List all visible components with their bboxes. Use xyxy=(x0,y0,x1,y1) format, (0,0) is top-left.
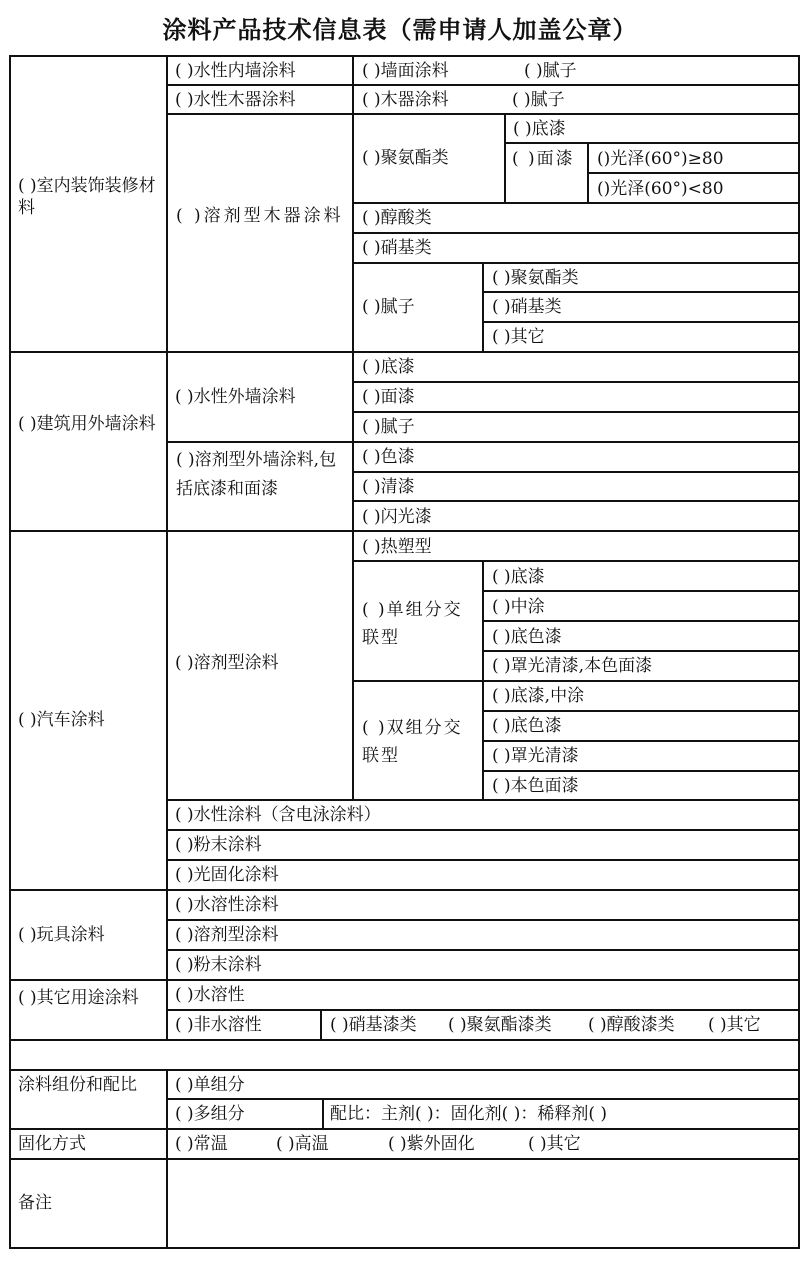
auto-two-primer: ( )底漆,中涂 xyxy=(492,686,585,706)
exterior-color: ( )色漆 xyxy=(362,447,415,467)
other-pu: ( )聚氨酯漆类 xyxy=(448,1015,552,1035)
auto-two-comp: ( )双组分交联型 xyxy=(362,718,463,766)
interior-polyurethane: ( )聚氨酯类 xyxy=(362,148,449,168)
auto-one-clear: ( )罩光清漆,本色面漆 xyxy=(492,656,653,676)
interior-gloss-low: ()光泽(60°)<80 xyxy=(597,179,724,199)
composition-ratio: 配比：主剂( )：固化剂( )：稀释剂( ) xyxy=(330,1104,608,1124)
other-alkyd: ( )醇酸漆类 xyxy=(588,1015,675,1035)
other-non-water: ( )非水溶性 xyxy=(175,1015,262,1035)
other-water-soluble: ( )水溶性 xyxy=(175,985,245,1005)
curing-uv: ( )紫外固化 xyxy=(388,1134,475,1154)
exterior-solvent: ( )溶剂型外墙涂料,包括底漆和面漆 xyxy=(176,450,337,499)
exterior-water: ( )水性外墙涂料 xyxy=(175,387,296,407)
interior-wall-paint: ( )墙面涂料 xyxy=(362,61,449,81)
auto-one-comp: ( )单组分交联型 xyxy=(362,600,463,648)
interior-wood-paint: ( )木器涂料 xyxy=(362,90,449,110)
interior-category: ( )室内装饰装修材料 xyxy=(18,176,156,218)
interior-water-wood: ( )水性木器涂料 xyxy=(175,90,296,110)
auto-solvent: ( )溶剂型涂料 xyxy=(175,653,279,673)
auto-powder: ( )粉末涂料 xyxy=(175,835,262,855)
exterior-category: ( )建筑用外墙涂料 xyxy=(18,414,156,434)
curing-high: ( )高温 xyxy=(276,1134,329,1154)
interior-putty-nitro: ( )硝基类 xyxy=(492,297,562,317)
interior-water-wall: ( )水性内墙涂料 xyxy=(175,61,296,81)
auto-one-primer: ( )底漆 xyxy=(492,567,545,587)
toy-powder: ( )粉末涂料 xyxy=(175,955,262,975)
composition-single: ( )单组分 xyxy=(175,1075,245,1095)
exterior-putty: ( )腻子 xyxy=(362,417,415,437)
interior-gloss-high: ()光泽(60°)≥80 xyxy=(597,149,724,169)
remarks-label: 备注 xyxy=(18,1193,52,1213)
interior-wall-putty: ( )腻子 xyxy=(524,61,577,81)
exterior-topcoat: ( )面漆 xyxy=(362,387,415,407)
interior-putty: ( )腻子 xyxy=(362,297,415,317)
interior-topcoat: ( )面漆 xyxy=(512,149,575,169)
auto-uv: ( )光固化涂料 xyxy=(175,865,279,885)
toy-water: ( )水溶性涂料 xyxy=(175,895,279,915)
composition-multi: ( )多组分 xyxy=(175,1104,245,1124)
toy-category: ( )玩具涂料 xyxy=(18,925,105,945)
other-other: ( )其它 xyxy=(708,1015,761,1035)
curing-other: ( )其它 xyxy=(528,1134,581,1154)
auto-one-base: ( )底色漆 xyxy=(492,627,562,647)
interior-alkyd: ( )醇酸类 xyxy=(362,208,432,228)
interior-nitro: ( )硝基类 xyxy=(362,238,432,258)
interior-putty-pu: ( )聚氨酯类 xyxy=(492,268,579,288)
other-category: ( )其它用途涂料 xyxy=(18,988,139,1008)
auto-category: ( )汽车涂料 xyxy=(18,710,105,730)
auto-water: ( )水性涂料（含电泳涂料） xyxy=(175,805,381,825)
exterior-clear: ( )清漆 xyxy=(362,477,415,497)
auto-two-color: ( )本色面漆 xyxy=(492,776,579,796)
composition-label: 涂料组份和配比 xyxy=(18,1075,137,1095)
exterior-primer: ( )底漆 xyxy=(362,357,415,377)
toy-solvent: ( )溶剂型涂料 xyxy=(175,925,279,945)
auto-one-mid: ( )中涂 xyxy=(492,597,545,617)
curing-normal: ( )常温 xyxy=(175,1134,228,1154)
interior-putty-other: ( )其它 xyxy=(492,327,545,347)
auto-thermoplastic: ( )热塑型 xyxy=(362,537,432,557)
interior-solvent-wood: ( )溶剂型木器涂料 xyxy=(176,206,344,226)
other-nitro: ( )硝基漆类 xyxy=(330,1015,417,1035)
page-title: 涂料产品技术信息表（需申请人加盖公章） xyxy=(162,15,638,44)
auto-two-base: ( )底色漆 xyxy=(492,716,562,736)
interior-primer: ( )底漆 xyxy=(513,119,566,139)
interior-wood-putty: ( )腻子 xyxy=(512,90,565,110)
exterior-flash: ( )闪光漆 xyxy=(362,507,432,527)
auto-two-clear: ( )罩光清漆 xyxy=(492,746,579,766)
curing-label: 固化方式 xyxy=(18,1134,86,1154)
